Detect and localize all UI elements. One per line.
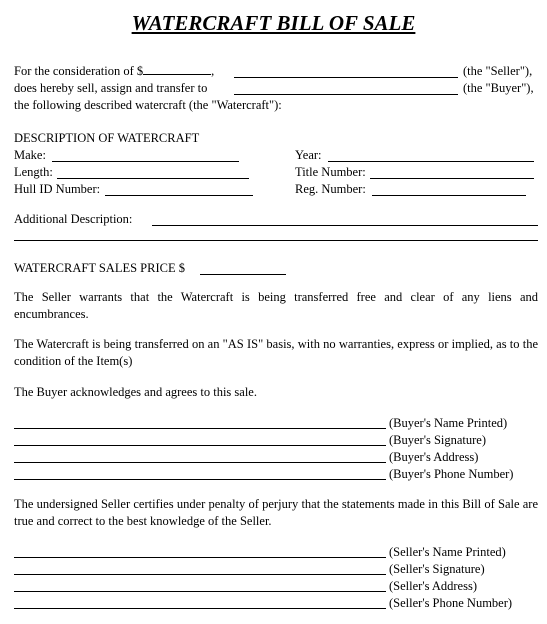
buyer-name-field[interactable] bbox=[234, 83, 458, 95]
reg-number-label: Reg. Number: bbox=[295, 182, 366, 196]
intro-line-3: the following described watercraft (the "Watercraft"): bbox=[14, 98, 282, 112]
make-label: Make: bbox=[14, 148, 46, 162]
buyer-tag: (the "Buyer"), bbox=[463, 81, 534, 95]
buyer-address-line[interactable] bbox=[14, 462, 386, 463]
warranty-paragraph: The Seller warrants that the Watercraft is being transferred free and clear of any liens and encumbrances. bbox=[14, 290, 538, 321]
additional-description-label: Additional Description: bbox=[14, 212, 133, 226]
seller-signature-label: (Seller's Signature) bbox=[389, 562, 485, 576]
title-number-field[interactable] bbox=[370, 167, 534, 179]
buyer-phone-line[interactable] bbox=[14, 479, 386, 480]
certify-paragraph: The undersigned Seller certifies under penalty of perjury that the statements made in this Bill of Sale are true and correct to the best knowledge of the Seller. bbox=[14, 497, 538, 528]
seller-name-field[interactable] bbox=[234, 66, 458, 78]
intro-line-2: does hereby sell, assign and transfer to bbox=[14, 81, 208, 95]
make-row bbox=[14, 147, 46, 164]
sales-price-label: WATERCRAFT SALES PRICE $ bbox=[14, 261, 185, 275]
consideration-label: For the consideration of $ bbox=[14, 64, 144, 78]
seller-address-line[interactable] bbox=[14, 591, 386, 592]
additional-description-line-2[interactable] bbox=[14, 240, 538, 241]
buyer-name-printed-label: (Buyer's Name Printed) bbox=[389, 416, 508, 430]
make-field[interactable] bbox=[52, 150, 239, 162]
seller-address-label: (Seller's Address) bbox=[389, 579, 478, 593]
year-field[interactable] bbox=[328, 150, 534, 162]
seller-phone-label: (Seller's Phone Number) bbox=[389, 596, 513, 610]
sales-price-field[interactable] bbox=[200, 263, 286, 275]
buyer-phone-label: (Buyer's Phone Number) bbox=[389, 467, 514, 481]
intro-line-1: For the consideration of $ , bbox=[14, 64, 215, 78]
length-field[interactable] bbox=[57, 167, 249, 179]
buyer-name-printed-line[interactable] bbox=[14, 428, 386, 429]
document-title: WATERCRAFT BILL OF SALE bbox=[131, 11, 416, 35]
title-number-label: Title Number: bbox=[295, 165, 366, 179]
year-label: Year: bbox=[295, 148, 322, 162]
length-label: Length: bbox=[14, 165, 53, 179]
as-is-paragraph: The Watercraft is being transferred on an "AS IS" basis, with no warranties, express or implied, as to the condition of the Item(s) bbox=[14, 337, 538, 368]
seller-name-printed-line[interactable] bbox=[14, 557, 386, 558]
buyer-address-label: (Buyer's Address) bbox=[389, 450, 479, 464]
hull-id-field[interactable] bbox=[105, 184, 253, 196]
seller-tag: (the "Seller"), bbox=[463, 64, 533, 78]
reg-number-field[interactable] bbox=[372, 184, 526, 196]
seller-name-printed-label: (Seller's Name Printed) bbox=[389, 545, 506, 559]
seller-signature-line[interactable] bbox=[14, 574, 386, 575]
acknowledge-paragraph: The Buyer acknowledges and agrees to this sale. bbox=[14, 385, 257, 399]
hull-id-label: Hull ID Number: bbox=[14, 182, 101, 196]
buyer-signature-line[interactable] bbox=[14, 445, 386, 446]
consideration-amount-field[interactable] bbox=[143, 63, 211, 75]
description-heading: DESCRIPTION OF WATERCRAFT bbox=[14, 131, 200, 145]
additional-description-field[interactable] bbox=[152, 214, 538, 226]
buyer-signature-label: (Buyer's Signature) bbox=[389, 433, 487, 447]
seller-phone-line[interactable] bbox=[14, 608, 386, 609]
